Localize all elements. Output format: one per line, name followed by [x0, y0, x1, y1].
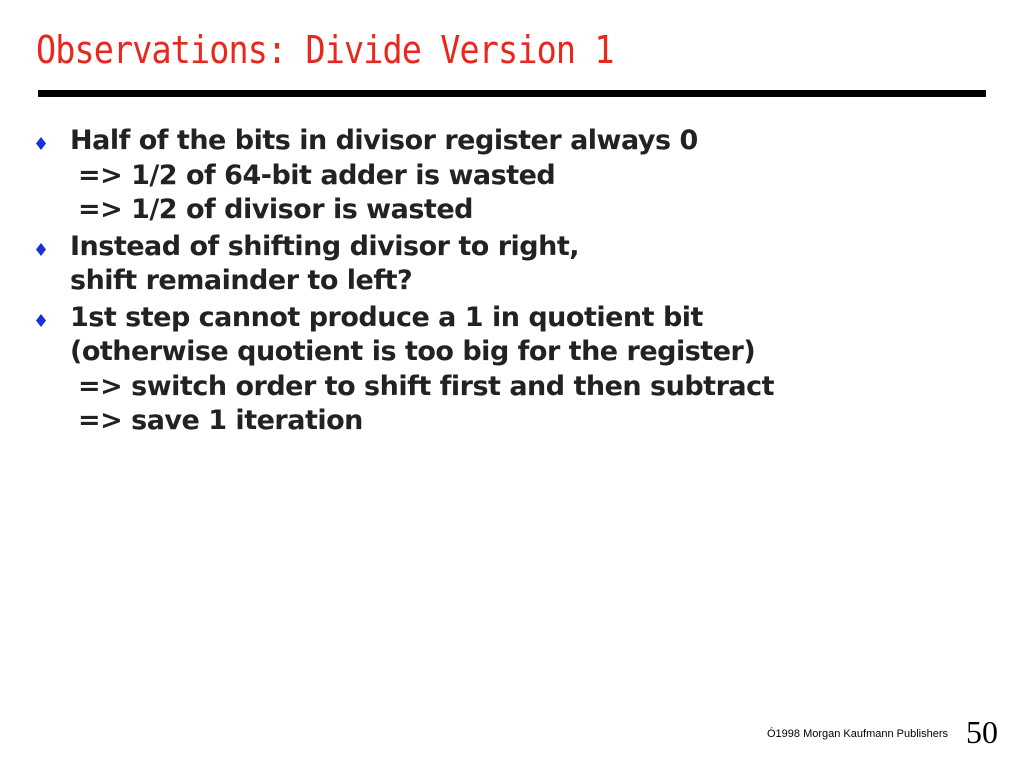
bullet-line: => save 1 iteration — [78, 405, 363, 436]
bullet-item-1 — [30, 124, 774, 228]
diamond-icon — [36, 243, 46, 256]
bullet-line: => 1/2 of divisor is wasted — [78, 194, 473, 225]
bullet-item-3 — [30, 301, 774, 439]
diamond-icon — [36, 137, 46, 150]
diamond-icon — [36, 314, 46, 327]
slide-title: Observations: Divide Version 1 — [36, 28, 614, 72]
bullet-line: Half of the bits in divisor register always 0 — [70, 125, 698, 156]
bullet-list — [30, 124, 774, 441]
page-number: 50 — [966, 714, 998, 750]
bullet-line: 1st step cannot produce a 1 in quotient bit — [70, 301, 703, 333]
title-divider — [38, 90, 986, 97]
bullet-line: shift remainder to left? — [70, 265, 413, 296]
bullet-item-2 — [30, 230, 774, 299]
bullet-line: (otherwise quotient is too big for the register) — [70, 336, 756, 367]
copyright-notice: Ó1998 Morgan Kaufmann Publishers — [767, 728, 948, 740]
bullet-line: => 1/2 of 64-bit adder is wasted — [78, 159, 556, 191]
bullet-line: Instead of shifting divisor to right, — [70, 230, 580, 262]
bullet-line: => switch order to shift first and then subtract — [78, 370, 775, 402]
